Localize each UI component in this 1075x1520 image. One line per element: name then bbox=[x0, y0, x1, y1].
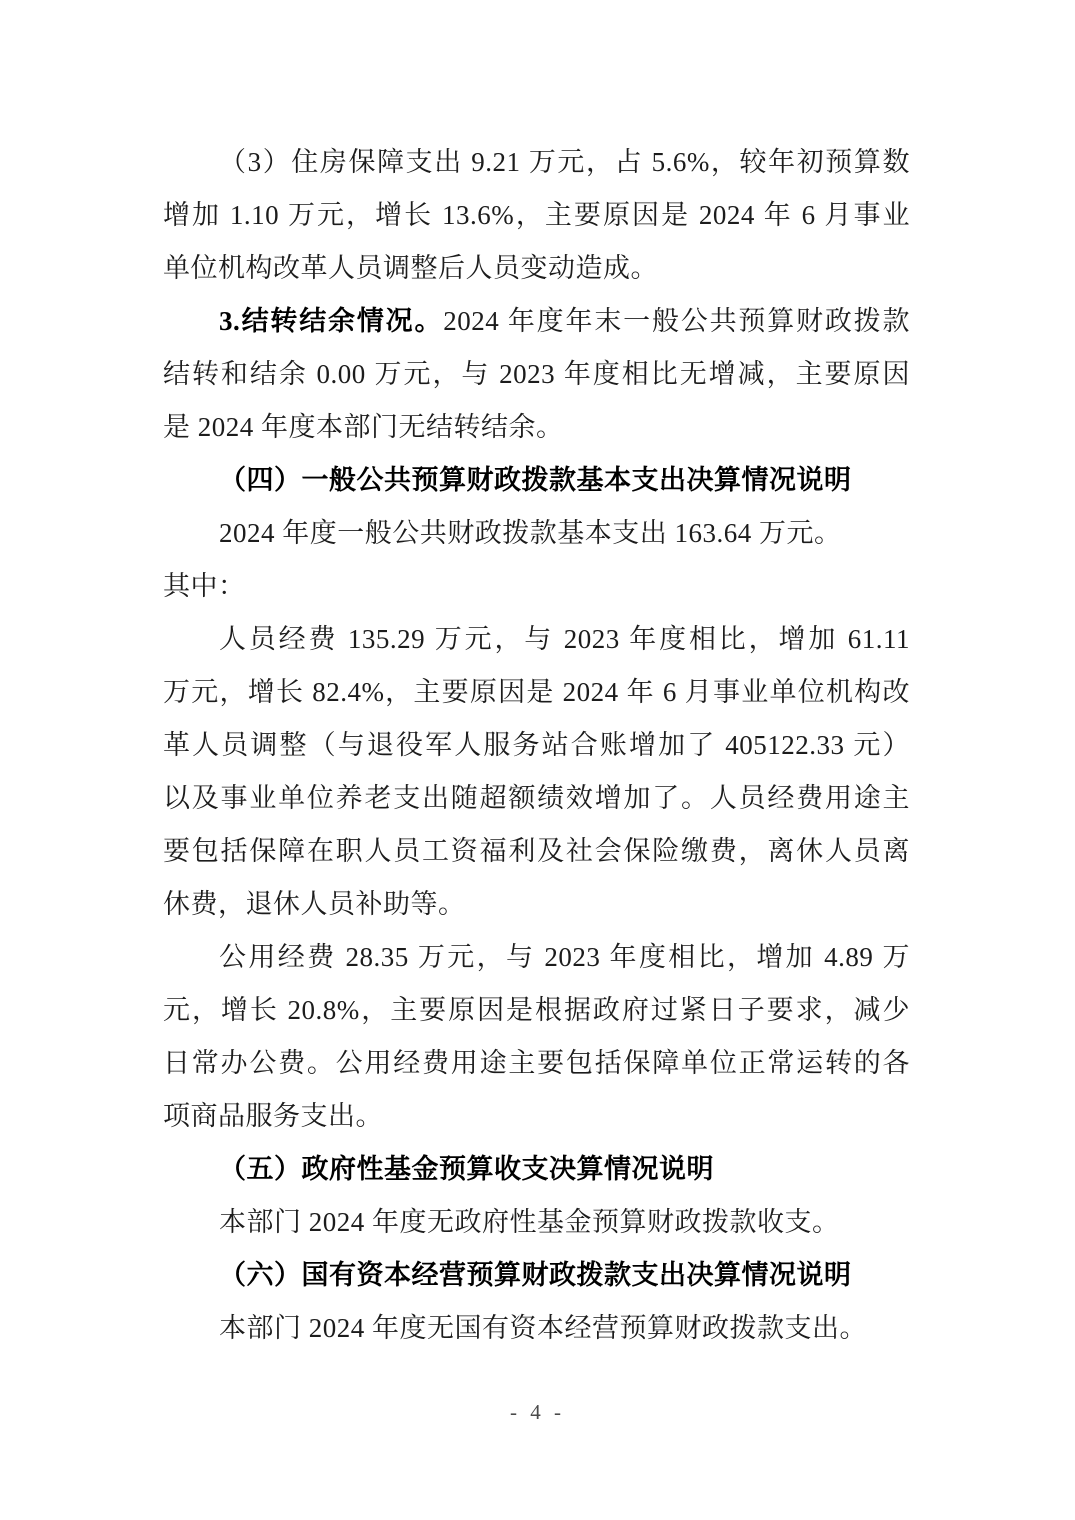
text-run: 2024 年度年末一般公共预算财政拨款 bbox=[443, 306, 910, 336]
document-line bbox=[163, 1302, 910, 1355]
document-body bbox=[163, 136, 910, 1355]
document-line bbox=[163, 560, 910, 613]
document-line bbox=[163, 1196, 910, 1249]
text-run: 增加 1.10 万元，增长 13.6%，主要原因是 2024 年 6 月事业 bbox=[163, 200, 910, 230]
document-line bbox=[163, 666, 910, 719]
text-run: 是 2024 年度本部门无结转结余。 bbox=[163, 412, 564, 442]
document-line bbox=[163, 878, 910, 931]
document-line bbox=[163, 242, 910, 295]
text-run: 单位机构改革人员调整后人员变动造成。 bbox=[163, 253, 658, 283]
text-run: 元，增长 20.8%，主要原因是根据政府过紧日子要求，减少 bbox=[163, 995, 910, 1025]
text-run: 其中： bbox=[163, 571, 246, 601]
text-run: 休费，退休人员补助等。 bbox=[163, 889, 466, 919]
document-line bbox=[163, 1090, 910, 1143]
text-run: 人员经费 135.29 万元，与 2023 年度相比，增加 61.11 bbox=[219, 624, 910, 654]
text-run: 项商品服务支出。 bbox=[163, 1101, 383, 1131]
document-line bbox=[163, 613, 910, 666]
document-line bbox=[163, 984, 910, 1037]
section-heading bbox=[163, 454, 910, 507]
bold-text-run: （五）政府性基金预算收支决算情况说明 bbox=[219, 1154, 714, 1184]
document-line bbox=[163, 719, 910, 772]
document-line bbox=[163, 825, 910, 878]
document-line bbox=[163, 1037, 910, 1090]
bold-text-run: （四）一般公共预算财政拨款基本支出决算情况说明 bbox=[219, 465, 852, 495]
section-heading bbox=[163, 1249, 910, 1302]
bold-text-run: 3.结转结余情况。 bbox=[219, 306, 444, 336]
text-run: 要包括保障在职人员工资福利及社会保险缴费，离休人员离 bbox=[163, 836, 910, 866]
text-run: （3）住房保障支出 9.21 万元，占 5.6%，较年初预算数 bbox=[219, 147, 910, 177]
section-heading bbox=[163, 1143, 910, 1196]
text-run: 万元，增长 82.4%，主要原因是 2024 年 6 月事业单位机构改 bbox=[163, 677, 910, 707]
text-run: 2024 年度一般公共财政拨款基本支出 163.64 万元。 bbox=[219, 518, 842, 548]
document-line bbox=[163, 295, 910, 348]
document-line bbox=[163, 507, 910, 560]
text-run: 革人员调整（与退役军人服务站合账增加了 405122.33 元） bbox=[163, 730, 910, 760]
document-line bbox=[163, 136, 910, 189]
document-line bbox=[163, 348, 910, 401]
text-run: 公用经费 28.35 万元，与 2023 年度相比，增加 4.89 万 bbox=[219, 942, 910, 972]
document-line bbox=[163, 189, 910, 242]
document-line bbox=[163, 931, 910, 984]
text-run: 本部门 2024 年度无政府性基金预算财政拨款收支。 bbox=[219, 1207, 840, 1237]
bold-text-run: （六）国有资本经营预算财政拨款支出决算情况说明 bbox=[219, 1260, 852, 1290]
document-line bbox=[163, 401, 910, 454]
page-number: - 4 - bbox=[510, 1400, 565, 1424]
text-run: 以及事业单位养老支出随超额绩效增加了。人员经费用途主 bbox=[163, 783, 910, 813]
text-run: 日常办公费。公用经费用途主要包括保障单位正常运转的各 bbox=[163, 1048, 910, 1078]
text-run: 本部门 2024 年度无国有资本经营预算财政拨款支出。 bbox=[219, 1313, 867, 1343]
document-line bbox=[163, 772, 910, 825]
text-run: 结转和结余 0.00 万元，与 2023 年度相比无增减，主要原因 bbox=[163, 359, 910, 389]
